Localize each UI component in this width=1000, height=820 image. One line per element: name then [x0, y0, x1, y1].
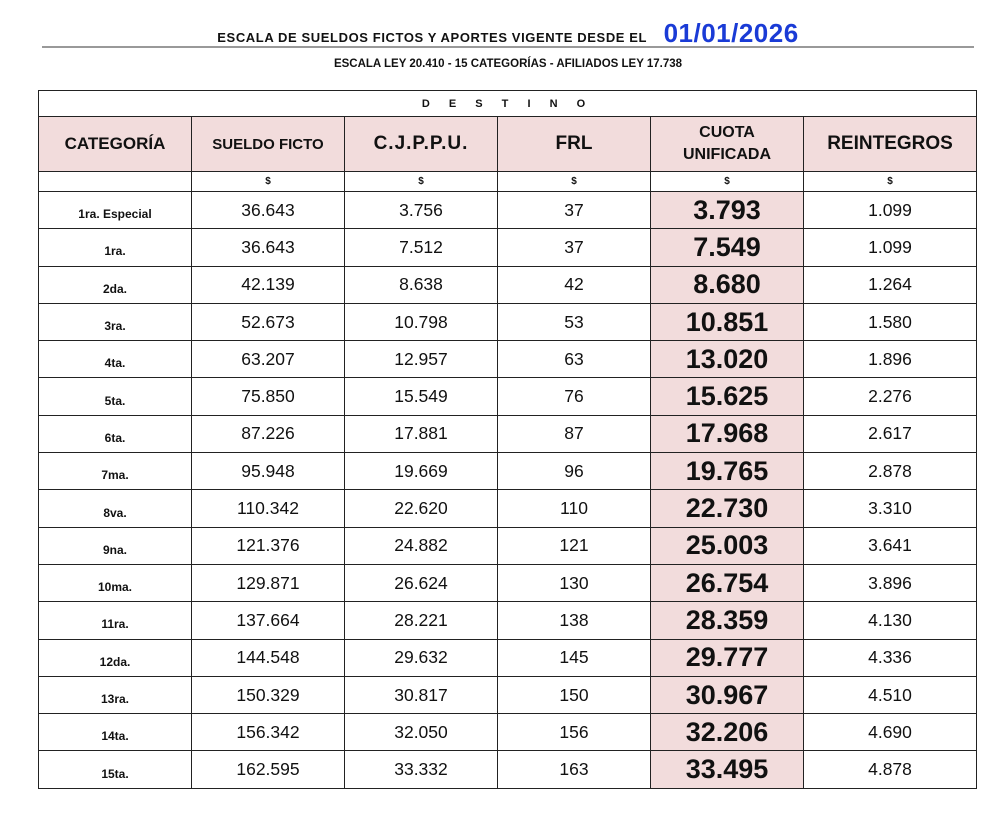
cell-categoria [39, 453, 192, 490]
table-row [39, 490, 977, 527]
cell-categoria [39, 490, 192, 527]
cell-cuota-unificada: 8.680 [651, 266, 804, 303]
cell-reintegros: 1.099 [804, 192, 977, 229]
cell-cuota-unificada: 25.003 [651, 527, 804, 564]
cell-cjppu: 32.050 [345, 714, 498, 751]
cell-reintegros: 4.510 [804, 676, 977, 713]
cell-categoria [39, 378, 192, 415]
cell-sueldo-ficto: 36.643 [192, 192, 345, 229]
cell-cjppu: 30.817 [345, 676, 498, 713]
cell-sueldo-ficto: 75.850 [192, 378, 345, 415]
units-row [39, 172, 977, 192]
cell-reintegros: 1.580 [804, 303, 977, 340]
cell-cjppu: 33.332 [345, 751, 498, 788]
cell-sueldo-ficto: 42.139 [192, 266, 345, 303]
cell-reintegros: 1.264 [804, 266, 977, 303]
cell-cuota-unificada: 26.754 [651, 564, 804, 601]
category-label: 9na. [102, 542, 127, 557]
cell-categoria [39, 714, 192, 751]
category-label: 5ta. [104, 393, 126, 408]
cell-cjppu: 7.512 [345, 229, 498, 266]
document-title [42, 18, 974, 48]
cell-frl: 76 [498, 378, 651, 415]
cell-cjppu: 29.632 [345, 639, 498, 676]
category-label: 2da. [102, 281, 127, 296]
table-row [39, 303, 977, 340]
destino-group-header: D E S T I N O [39, 91, 977, 117]
category-label: 10ma. [97, 580, 133, 595]
cell-cjppu: 8.638 [345, 266, 498, 303]
cell-categoria [39, 303, 192, 340]
cell-frl: 138 [498, 602, 651, 639]
cell-cjppu: 10.798 [345, 303, 498, 340]
cell-cjppu: 3.756 [345, 192, 498, 229]
unit-cell: $ [192, 172, 345, 192]
cell-categoria [39, 341, 192, 378]
cell-cjppu: 12.957 [345, 341, 498, 378]
category-label: 1ra. [104, 244, 126, 259]
table-row [39, 378, 977, 415]
cell-cuota-unificada: 33.495 [651, 751, 804, 788]
cell-cuota-unificada: 32.206 [651, 714, 804, 751]
unit-cell: $ [345, 172, 498, 192]
effective-date: 01/01/2026 [663, 18, 799, 48]
cell-cuota-unificada: 30.967 [651, 676, 804, 713]
cell-reintegros: 1.896 [804, 341, 977, 378]
cell-reintegros: 1.099 [804, 229, 977, 266]
table-row [39, 229, 977, 266]
cell-sueldo-ficto: 129.871 [192, 564, 345, 601]
cell-sueldo-ficto: 162.595 [192, 751, 345, 788]
cell-frl: 150 [498, 676, 651, 713]
table-row [39, 714, 977, 751]
column-header-sueldo-ficto: SUELDO FICTO [192, 117, 345, 172]
title-text: ESCALA DE SUELDOS FICTOS Y APORTES VIGENTE DESDE EL [217, 30, 648, 45]
cell-reintegros: 3.896 [804, 564, 977, 601]
cell-cjppu: 28.221 [345, 602, 498, 639]
cell-frl: 110 [498, 490, 651, 527]
table-row [39, 676, 977, 713]
cell-categoria [39, 527, 192, 564]
cell-sueldo-ficto: 110.342 [192, 490, 345, 527]
cell-categoria [39, 415, 192, 452]
category-label: 13ra. [100, 692, 130, 706]
table-body [39, 192, 977, 789]
category-label: 8va. [103, 505, 127, 520]
table-row [39, 415, 977, 452]
cell-sueldo-ficto: 63.207 [192, 341, 345, 378]
cell-cjppu: 22.620 [345, 490, 498, 527]
cell-cjppu: 15.549 [345, 378, 498, 415]
cell-cuota-unificada: 29.777 [651, 639, 804, 676]
cell-categoria [39, 192, 192, 229]
cell-categoria [39, 266, 192, 303]
cell-frl: 145 [498, 639, 651, 676]
table-row [39, 602, 977, 639]
cell-sueldo-ficto: 36.643 [192, 229, 345, 266]
cell-sueldo-ficto: 87.226 [192, 415, 345, 452]
cell-frl: 96 [498, 453, 651, 490]
cell-cuota-unificada: 7.549 [651, 229, 804, 266]
cell-frl: 42 [498, 266, 651, 303]
unit-cell [39, 172, 192, 192]
column-header-row [39, 117, 977, 172]
cell-frl: 63 [498, 341, 651, 378]
column-header-cuota-unificada [651, 117, 804, 172]
cell-cjppu: 24.882 [345, 527, 498, 564]
cell-cuota-unificada: 28.359 [651, 602, 804, 639]
unit-cell: $ [804, 172, 977, 192]
cell-sueldo-ficto: 150.329 [192, 676, 345, 713]
table-row [39, 192, 977, 229]
category-label: 12da. [99, 654, 131, 669]
cell-cjppu: 17.881 [345, 415, 498, 452]
cell-reintegros: 4.336 [804, 639, 977, 676]
cell-cjppu: 26.624 [345, 564, 498, 601]
table-row [39, 453, 977, 490]
cell-reintegros: 3.641 [804, 527, 977, 564]
cell-frl: 156 [498, 714, 651, 751]
cell-reintegros: 4.690 [804, 714, 977, 751]
cell-reintegros: 2.617 [804, 415, 977, 452]
cell-cuota-unificada: 10.851 [651, 303, 804, 340]
column-header-reintegros: REINTEGROS [804, 117, 977, 172]
category-label: 14ta. [101, 729, 129, 744]
category-label: 15ta. [101, 766, 129, 781]
unit-cell: $ [498, 172, 651, 192]
table-row [39, 564, 977, 601]
cell-cuota-unificada: 13.020 [651, 341, 804, 378]
cell-cuota-unificada: 22.730 [651, 490, 804, 527]
cell-sueldo-ficto: 137.664 [192, 602, 345, 639]
category-label: 4ta. [104, 356, 126, 371]
cell-cjppu: 19.669 [345, 453, 498, 490]
column-header-cjppu: C.J.P.P.U. [345, 117, 498, 172]
column-header-frl: FRL [498, 117, 651, 172]
cell-sueldo-ficto: 95.948 [192, 453, 345, 490]
cell-sueldo-ficto: 144.548 [192, 639, 345, 676]
cell-reintegros: 2.878 [804, 453, 977, 490]
cell-sueldo-ficto: 156.342 [192, 714, 345, 751]
cell-sueldo-ficto: 121.376 [192, 527, 345, 564]
document-subtitle: ESCALA LEY 20.410 - 15 CATEGORÍAS - AFILIADOS LEY 17.738 [333, 58, 683, 70]
category-label: 11ra. [101, 617, 129, 632]
cell-categoria [39, 602, 192, 639]
cell-sueldo-ficto: 52.673 [192, 303, 345, 340]
cell-cuota-unificada: 15.625 [651, 378, 804, 415]
category-label: 6ta. [104, 430, 126, 445]
cell-categoria [39, 564, 192, 601]
cell-frl: 163 [498, 751, 651, 788]
category-label: 1ra. Especial [78, 207, 152, 222]
table-row [39, 341, 977, 378]
cell-categoria [39, 639, 192, 676]
cell-categoria [39, 751, 192, 788]
cell-cuota-unificada: 3.793 [651, 192, 804, 229]
cuota-header-label: CUOTA UNIFICADA [683, 124, 771, 163]
cell-frl: 130 [498, 564, 651, 601]
table-row [39, 751, 977, 788]
table-row [39, 266, 977, 303]
cell-frl: 37 [498, 192, 651, 229]
cell-frl: 87 [498, 415, 651, 452]
table-row [39, 527, 977, 564]
unit-cell: $ [651, 172, 804, 192]
cell-cuota-unificada: 17.968 [651, 415, 804, 452]
cell-reintegros: 4.130 [804, 602, 977, 639]
cell-frl: 53 [498, 303, 651, 340]
salary-scale-table [38, 90, 977, 789]
column-header-categoria: CATEGORÍA [39, 117, 192, 172]
cell-reintegros: 3.310 [804, 490, 977, 527]
cell-categoria [39, 676, 192, 713]
cell-frl: 37 [498, 229, 651, 266]
category-label: 7ma. [101, 468, 129, 483]
cell-frl: 121 [498, 527, 651, 564]
category-label: 3ra. [104, 319, 126, 334]
cell-categoria [39, 229, 192, 266]
cell-reintegros: 2.276 [804, 378, 977, 415]
table-row [39, 639, 977, 676]
cell-reintegros: 4.878 [804, 751, 977, 788]
cell-cuota-unificada: 19.765 [651, 453, 804, 490]
